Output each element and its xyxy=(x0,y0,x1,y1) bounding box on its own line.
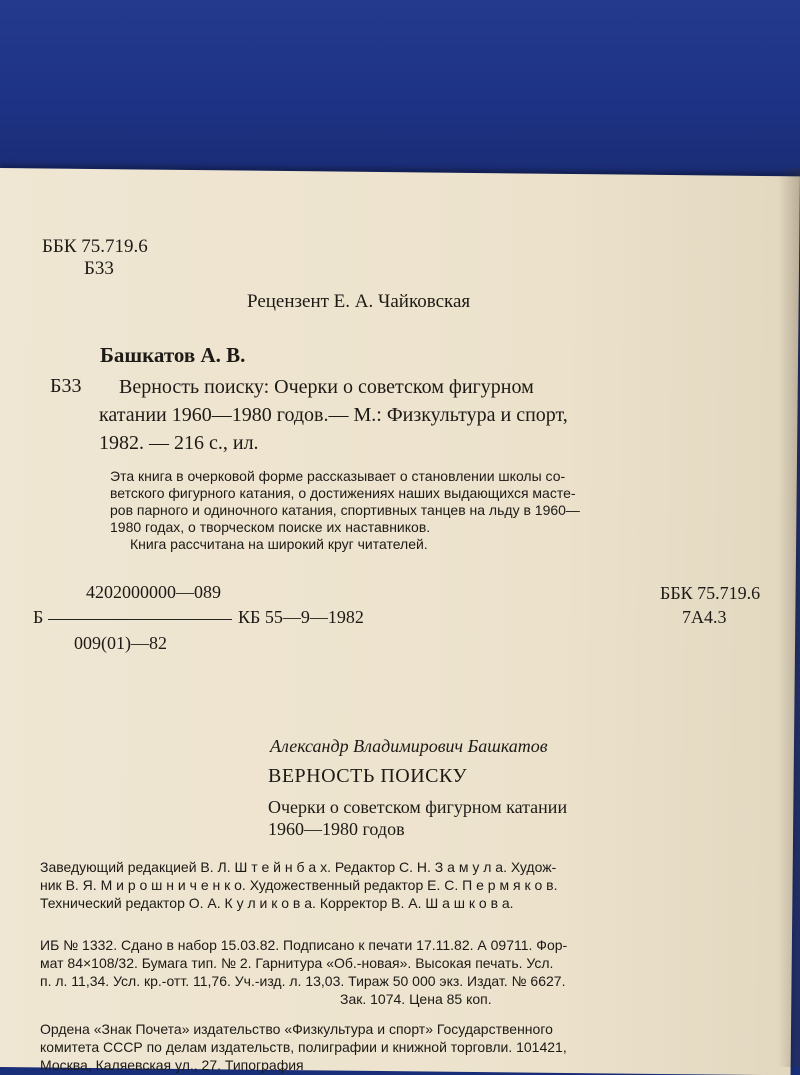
reviewer-line: Рецензент Е. А. Чайковская xyxy=(247,291,471,312)
annotation-line: ветского фигурного катания, о достижениях наших выдающихся масте- xyxy=(110,485,576,501)
catalog-kb: КБ 55—9—1982 xyxy=(238,607,364,627)
catalog-fraction-line xyxy=(48,619,232,620)
blue-cloth-background xyxy=(0,0,800,180)
annotation-line: Эта книга в очерковой форме рассказывает о становлении школы со- xyxy=(110,468,566,484)
annotation xyxy=(110,468,580,553)
colophon-title: ВЕРНОСТЬ ПОИСКУ xyxy=(268,765,468,787)
print-line: ИБ № 1332. Сдано в набор 15.03.82. Подписано к печати 17.11.82. А 09711. Фор- xyxy=(40,937,568,953)
catalog-denominator: 009(01)—82 xyxy=(74,633,167,653)
catalog-letter: Б xyxy=(33,607,44,627)
colophon-subtitle-line: Очерки о советском фигурном катании xyxy=(268,797,568,817)
colophon-subtitle xyxy=(268,796,567,840)
annotation-line: Книга рассчитана на широкий круг читателей. xyxy=(130,536,428,552)
bbk-classification-right xyxy=(660,581,760,629)
colophon-author: Александр Владимирович Башкатов xyxy=(270,736,548,756)
page-gutter-shadow xyxy=(778,168,800,1067)
print-line: Зак. 1074. Цена 85 коп. xyxy=(340,991,492,1007)
bbk-code-right: ББК 75.719.6 xyxy=(660,583,761,603)
bbk-mark-right: 7А4.3 xyxy=(682,607,727,627)
publisher-line: Ордена «Знак Почета» издательство «Физкультура и спорт» Государственного xyxy=(40,1021,553,1037)
entry-author: Башкатов А. В. xyxy=(100,343,246,367)
bbk-code: ББК 75.719.6 xyxy=(42,236,148,257)
print-line: п. л. 11,34. Усл. кр.-отт. 11,76. Уч.-изд. л. 13,03. Тираж 50 000 экз. Издат. № 6627. xyxy=(40,973,566,989)
staff-line: Технический редактор О. А. К у л и к о в а. Корректор В. А. Ш а ш к о в а. xyxy=(40,895,514,911)
publisher-information xyxy=(40,1020,567,1074)
annotation-line: ров парного и одиночного катания, спортивных танцев на льду в 1960— xyxy=(110,502,580,518)
publisher-line: Москва, Каляевская ул., 27. Типография xyxy=(40,1057,304,1073)
staff-line: Заведующий редакцией В. Л. Ш т е й н б а х. Редактор С. Н. З а м у л а. Худож- xyxy=(40,859,557,875)
staff-line: ник В. Я. М и р о ш н и ч е н к о. Художественный редактор Е. С. П е р м я к о в. xyxy=(40,877,558,893)
print-line: мат 84×108/32. Бумага тип. № 2. Гарнитура «Об.-новая». Высокая печать. Усл. xyxy=(40,955,554,971)
annotation-line: 1980 годах, о творческом поиске их наставников. xyxy=(110,519,431,535)
biblio-line: катании 1960—1980 годов.— М.: Физкультура и спорт, xyxy=(99,404,568,426)
bibliographic-entry xyxy=(99,373,779,457)
biblio-line: Верность поиску: Очерки о советском фигурном xyxy=(119,376,534,398)
catalog-numerator: 4202000000—089 xyxy=(86,582,221,602)
print-information xyxy=(40,936,567,1008)
entry-author-mark: Б33 xyxy=(50,375,82,397)
biblio-line: 1982. — 216 с., ил. xyxy=(99,432,259,454)
editorial-staff xyxy=(40,858,557,912)
colophon-subtitle-line: 1960—1980 годов xyxy=(268,819,405,839)
publisher-line: комитета СССР по делам издательств, полиграфии и книжной торговли. 101421, xyxy=(40,1039,567,1055)
bbk-author-mark: Б33 xyxy=(84,258,114,279)
bbk-classification-top xyxy=(42,236,148,280)
